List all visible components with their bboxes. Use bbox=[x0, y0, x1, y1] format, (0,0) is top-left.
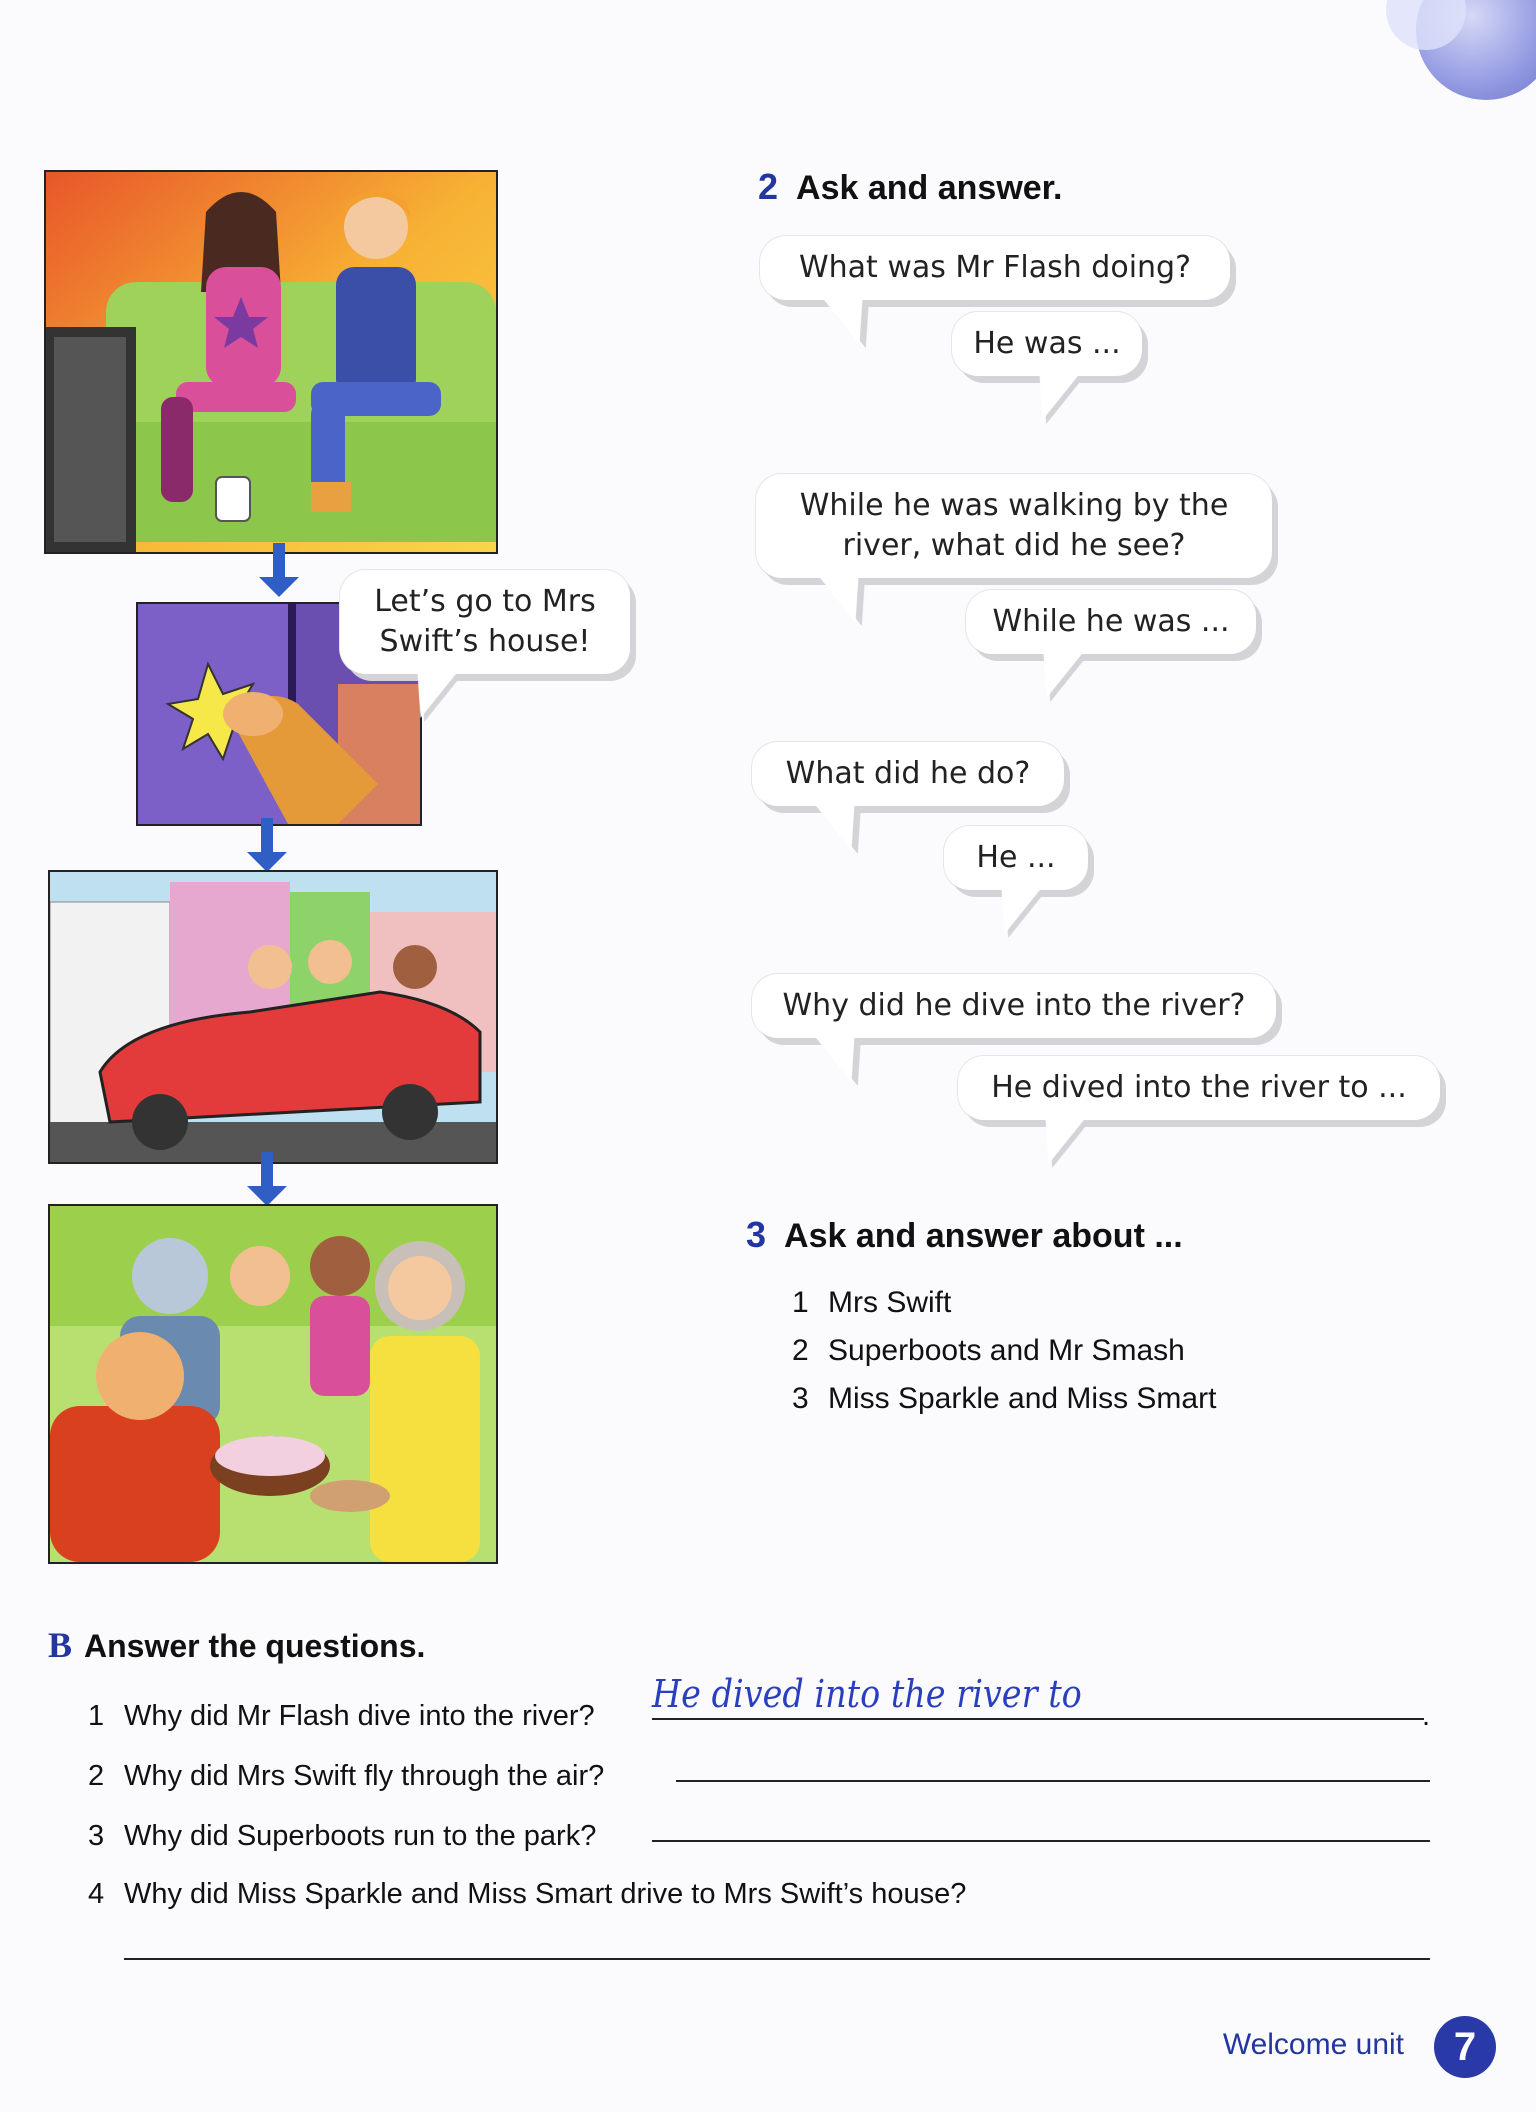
activity-3-number: 3 bbox=[746, 1214, 767, 1255]
page-number: 7 bbox=[1434, 2016, 1496, 2078]
activity-3-title: Ask and answer about ... bbox=[784, 1217, 1183, 1255]
answer-1-handwriting: He dived into the river to bbox=[652, 1672, 1082, 1716]
bubble-text: He was ... bbox=[973, 325, 1121, 361]
question-1: 1 Why did Mr Flash dive into the river? bbox=[88, 1700, 595, 1732]
answer-4-field[interactable] bbox=[124, 1958, 1430, 1960]
speech-bubble-answer-2 bbox=[966, 590, 1256, 654]
comic-panel-car bbox=[48, 870, 498, 1164]
bubble-text: While he was ... bbox=[992, 603, 1230, 639]
question-3: 3 Why did Superboots run to the park? bbox=[88, 1820, 597, 1852]
bubble-text: What was Mr Flash doing? bbox=[798, 249, 1192, 285]
bubble-text: He dived into the river to ... bbox=[991, 1069, 1407, 1105]
speech-bubble-question-4 bbox=[752, 974, 1276, 1038]
arrow-down-icon bbox=[258, 818, 276, 872]
footer-unit-label: Welcome unit bbox=[1222, 2028, 1404, 2061]
activity-2-number: 2 bbox=[758, 166, 779, 207]
question-2: 2 Why did Mrs Swift fly through the air? bbox=[88, 1760, 605, 1792]
bubble-text: He ... bbox=[976, 839, 1056, 875]
arrow-down-icon bbox=[258, 1152, 276, 1206]
comic-panel-party bbox=[48, 1204, 498, 1564]
arrow-down-icon bbox=[270, 543, 288, 597]
speech-bubble-question-3 bbox=[752, 742, 1064, 806]
section-b-title: Answer the questions. bbox=[84, 1628, 426, 1664]
list-item: 1 Mrs Swift bbox=[792, 1286, 952, 1319]
speech-bubble-answer-3 bbox=[944, 826, 1088, 890]
speech-bubble-answer-1 bbox=[952, 312, 1142, 376]
list-item: 2 Superboots and Mr Smash bbox=[792, 1334, 1185, 1367]
bubble-text: While he was walking by the river, what did he see? bbox=[799, 487, 1229, 563]
bubble-text: What did he do? bbox=[785, 755, 1031, 791]
speech-bubble-answer-4 bbox=[958, 1056, 1440, 1120]
corner-decoration bbox=[1376, 0, 1536, 110]
question-4: 4 Why did Miss Sparkle and Miss Smart drive to Mrs Swift’s house? bbox=[88, 1878, 967, 1910]
comic-panel-sofa bbox=[44, 170, 498, 554]
speech-bubble-question-1 bbox=[760, 236, 1230, 300]
section-b-letter: B bbox=[48, 1625, 73, 1665]
answer-1-field[interactable] bbox=[652, 1718, 1424, 1720]
question-1-end: . bbox=[1422, 1700, 1431, 1732]
answer-2-field[interactable] bbox=[676, 1780, 1430, 1782]
speech-bubble-question-2 bbox=[756, 474, 1272, 578]
activity-3-heading bbox=[746, 1214, 1183, 1256]
activity-2-heading bbox=[758, 166, 1063, 208]
list-item: 3 Miss Sparkle and Miss Smart bbox=[792, 1382, 1217, 1415]
comic-speech-text: Let’s go to Mrs Swift’s house! bbox=[374, 583, 596, 659]
answer-3-field[interactable] bbox=[652, 1840, 1430, 1842]
bubble-text: Why did he dive into the river? bbox=[782, 987, 1246, 1023]
comic-speech-bubble bbox=[340, 570, 630, 674]
section-b-heading bbox=[48, 1624, 425, 1666]
activity-2-title: Ask and answer. bbox=[796, 169, 1063, 207]
